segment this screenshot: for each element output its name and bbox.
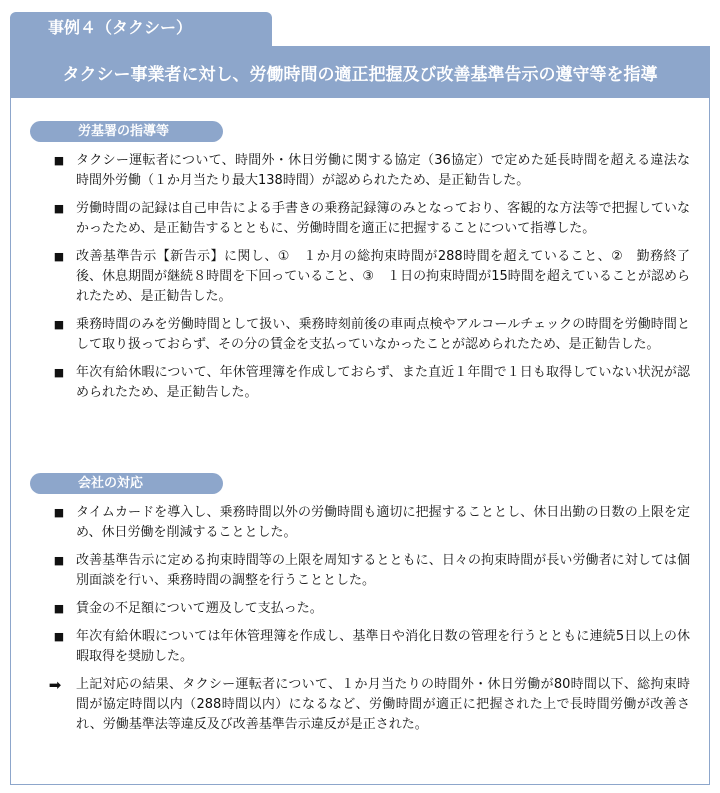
list-item-text: タイムカードを導入し、乗務時間以外の労働時間も適切に把握することとし、休日出勤の日数の上限を定め、休日労働を削減することとした。 <box>76 505 690 540</box>
list-item <box>46 503 690 543</box>
list-item <box>46 247 690 307</box>
list-item <box>46 363 690 403</box>
company-response-list <box>46 503 690 743</box>
result-item <box>46 675 690 735</box>
list-item-text: 年次有給休暇については年休管理簿を作成し、基準日や消化日数の管理を行うとともに連続5日以上の休暇取得を奨励した。 <box>76 629 690 664</box>
case-title: タクシー事業者に対し、労働時間の適正把握及び改善基準告示の遵守等を指導 <box>62 64 658 85</box>
arrow-right-icon: ➡ <box>48 676 62 694</box>
bullet-icon: ■ <box>53 602 65 615</box>
list-item-text: タクシー運転者について、時間外・休日労働に関する協定（36協定）で定めた延長時間を超える違法な時間外労働（１か月当たり最大138時間）が認められたため、是正勧告した。 <box>76 153 690 188</box>
bullet-icon: ■ <box>53 154 65 167</box>
list-item <box>46 627 690 667</box>
section-label-guidance-text: 労基署の指導等 <box>78 124 170 139</box>
section-label-company-response-text: 会社の対応 <box>78 476 144 491</box>
guidance-list <box>46 151 690 411</box>
list-item-text: 改善基準告示に定める拘束時間等の上限を周知するとともに、日々の拘束時間が長い労働者に対しては個別面談を行い、乗務時間の調整を行うこととした。 <box>76 553 690 588</box>
bullet-icon: ■ <box>53 506 65 519</box>
bullet-icon: ■ <box>53 318 65 331</box>
bullet-icon: ■ <box>53 630 65 643</box>
list-item <box>46 199 690 239</box>
result-text: 上記対応の結果、タクシー運転者について、１か月当たりの時間外・休日労働が80時間以下、総拘束時間が協定時間以内（288時間以内）になるなど、労働時間が適正に把握された上で長時間労働が改善され、労働基準法等違反及び改善基準告示違反が是正された。 <box>76 677 690 732</box>
bullet-icon: ■ <box>53 202 65 215</box>
list-item <box>46 315 690 355</box>
list-item-text: 賃金の不足額について遡及して支払った。 <box>76 601 323 616</box>
list-item <box>46 551 690 591</box>
bullet-icon: ■ <box>53 366 65 379</box>
bullet-icon: ■ <box>53 250 65 263</box>
list-item <box>46 151 690 191</box>
list-item <box>46 599 690 619</box>
list-item-text: 乗務時間のみを労働時間として扱い、乗務時刻前後の車両点検やアルコールチェックの時間を労働時間として取り扱っておらず、その分の賃金を支払っていなかったことが認められたため、是正勧告した。 <box>76 317 690 352</box>
list-item-text: 改善基準告示【新告示】に関し、① １か月の総拘束時間が288時間を超えていること、② 勤務終了後、休息期間が継続８時間を下回っていること、③ １日の拘束時間が15時間を超えていることが認められたため、是正勧告した。 <box>76 249 690 304</box>
list-item-text: 年次有給休暇について、年休管理簿を作成しておらず、また直近１年間で１日も取得していない状況が認められたため、是正勧告した。 <box>76 365 690 400</box>
section-label-company-response <box>30 473 223 494</box>
section-label-guidance <box>30 121 223 142</box>
case-title-banner <box>10 46 710 98</box>
list-item-text: 労働時間の記録は自己申告による手書きの乗務記録簿のみとなっており、客観的な方法等で把握していなかったため、是正勧告するとともに、労働時間を適正に把握することについて指導した。 <box>76 201 690 236</box>
case-tab-label: 事例４（タクシー） <box>48 18 193 37</box>
bullet-icon: ■ <box>53 554 65 567</box>
